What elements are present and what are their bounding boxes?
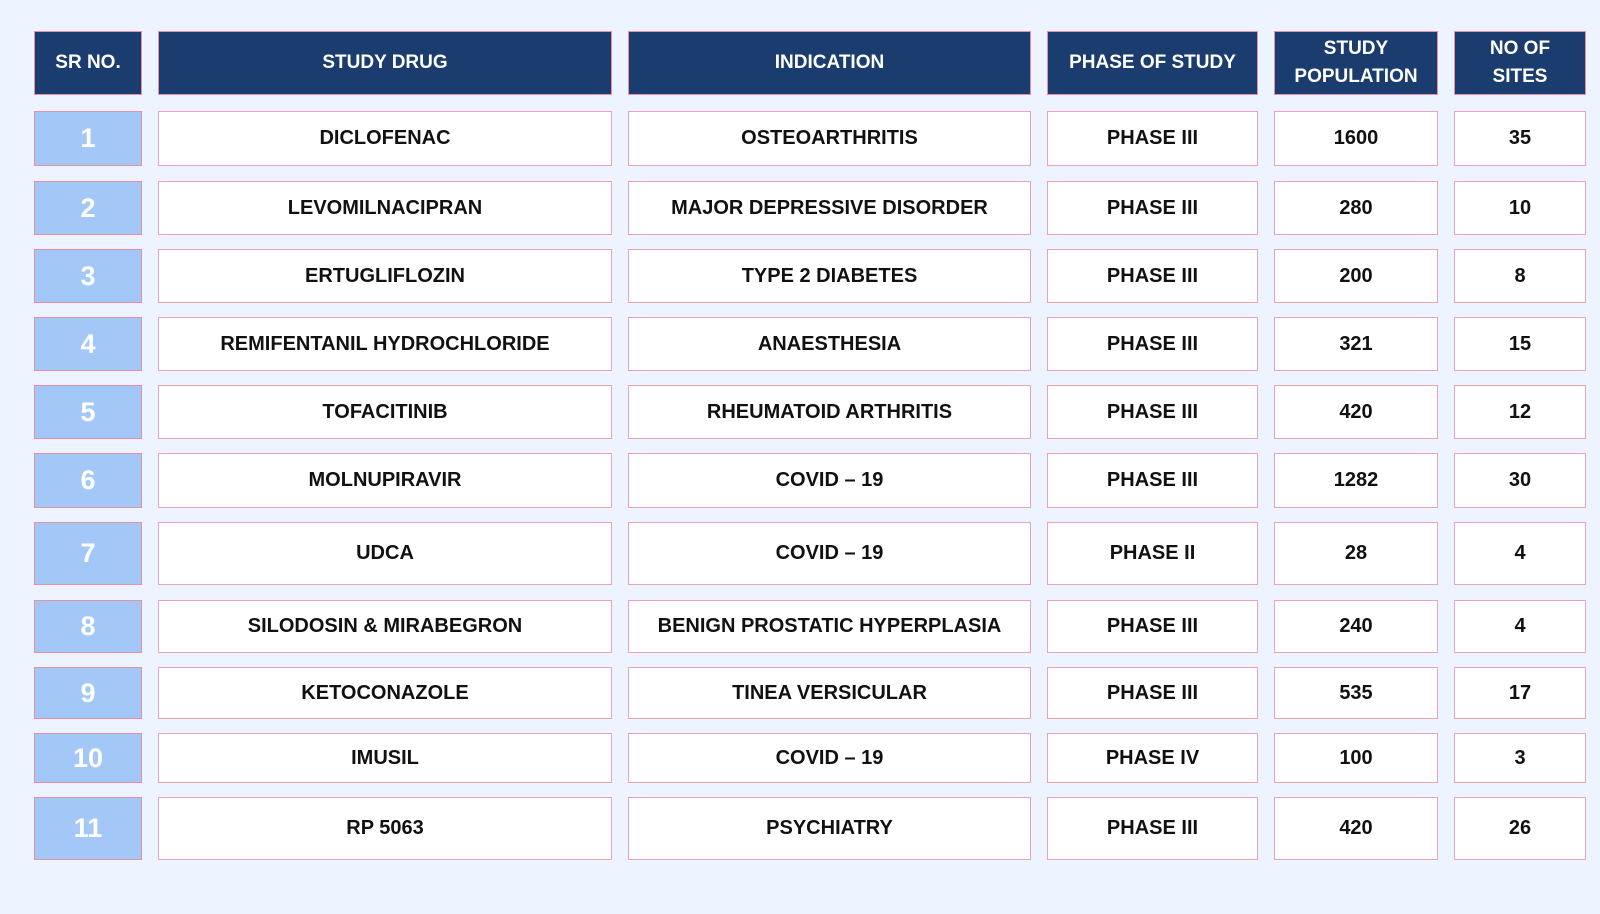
sr-no-cell: 5 xyxy=(34,385,142,439)
no-of-sites-cell: 26 xyxy=(1454,797,1586,860)
no-of-sites-cell: 35 xyxy=(1454,111,1586,166)
header-sr-no: SR NO. xyxy=(34,31,142,95)
sr-no-cell: 2 xyxy=(34,181,142,235)
sr-no-cell: 3 xyxy=(34,249,142,303)
study-population-cell: 240 xyxy=(1274,600,1438,653)
no-of-sites-cell: 8 xyxy=(1454,249,1586,303)
header-indication: INDICATION xyxy=(628,31,1031,95)
study-drug-cell: IMUSIL xyxy=(158,733,612,783)
indication-cell: COVID – 19 xyxy=(628,522,1031,585)
indication-cell: BENIGN PROSTATIC HYPERPLASIA xyxy=(628,600,1031,653)
phase-cell: PHASE III xyxy=(1047,453,1258,508)
no-of-sites-cell: 15 xyxy=(1454,317,1586,371)
study-population-cell: 420 xyxy=(1274,797,1438,860)
phase-cell: PHASE IV xyxy=(1047,733,1258,783)
study-population-cell: 1600 xyxy=(1274,111,1438,166)
no-of-sites-cell: 12 xyxy=(1454,385,1586,439)
study-drug-cell: RP 5063 xyxy=(158,797,612,860)
sr-no-cell: 6 xyxy=(34,453,142,508)
study-drug-cell: LEVOMILNACIPRAN xyxy=(158,181,612,235)
phase-cell: PHASE III xyxy=(1047,600,1258,653)
study-drug-cell: MOLNUPIRAVIR xyxy=(158,453,612,508)
phase-cell: PHASE III xyxy=(1047,111,1258,166)
phase-cell: PHASE II xyxy=(1047,522,1258,585)
study-population-cell: 420 xyxy=(1274,385,1438,439)
study-drug-cell: UDCA xyxy=(158,522,612,585)
no-of-sites-cell: 4 xyxy=(1454,522,1586,585)
study-population-cell: 321 xyxy=(1274,317,1438,371)
sr-no-cell: 1 xyxy=(34,111,142,166)
study-population-cell: 28 xyxy=(1274,522,1438,585)
no-of-sites-cell: 10 xyxy=(1454,181,1586,235)
header-phase-of-study: PHASE OF STUDY xyxy=(1047,31,1258,95)
indication-cell: COVID – 19 xyxy=(628,453,1031,508)
phase-cell: PHASE III xyxy=(1047,181,1258,235)
phase-cell: PHASE III xyxy=(1047,249,1258,303)
sr-no-cell: 7 xyxy=(34,522,142,585)
study-drug-cell: TOFACITINIB xyxy=(158,385,612,439)
study-drug-cell: DICLOFENAC xyxy=(158,111,612,166)
no-of-sites-cell: 4 xyxy=(1454,600,1586,653)
study-population-cell: 280 xyxy=(1274,181,1438,235)
phase-cell: PHASE III xyxy=(1047,385,1258,439)
header-study-drug: STUDY DRUG xyxy=(158,31,612,95)
study-population-cell: 1282 xyxy=(1274,453,1438,508)
study-drug-cell: ERTUGLIFLOZIN xyxy=(158,249,612,303)
indication-cell: PSYCHIATRY xyxy=(628,797,1031,860)
phase-cell: PHASE III xyxy=(1047,667,1258,719)
clinical-studies-table xyxy=(34,31,1584,860)
sr-no-cell: 10 xyxy=(34,733,142,783)
header-no-of-sites: NO OF SITES xyxy=(1454,31,1586,95)
indication-cell: ANAESTHESIA xyxy=(628,317,1031,371)
study-population-cell: 100 xyxy=(1274,733,1438,783)
no-of-sites-cell: 3 xyxy=(1454,733,1586,783)
study-population-cell: 535 xyxy=(1274,667,1438,719)
sr-no-cell: 8 xyxy=(34,600,142,653)
indication-cell: TINEA VERSICULAR xyxy=(628,667,1031,719)
sr-no-cell: 11 xyxy=(34,797,142,860)
header-study-population: STUDY POPULATION xyxy=(1274,31,1438,95)
phase-cell: PHASE III xyxy=(1047,317,1258,371)
indication-cell: OSTEOARTHRITIS xyxy=(628,111,1031,166)
study-drug-cell: REMIFENTANIL HYDROCHLORIDE xyxy=(158,317,612,371)
phase-cell: PHASE III xyxy=(1047,797,1258,860)
no-of-sites-cell: 17 xyxy=(1454,667,1586,719)
sr-no-cell: 9 xyxy=(34,667,142,719)
indication-cell: COVID – 19 xyxy=(628,733,1031,783)
indication-cell: TYPE 2 DIABETES xyxy=(628,249,1031,303)
indication-cell: RHEUMATOID ARTHRITIS xyxy=(628,385,1031,439)
no-of-sites-cell: 30 xyxy=(1454,453,1586,508)
study-drug-cell: SILODOSIN & MIRABEGRON xyxy=(158,600,612,653)
study-drug-cell: KETOCONAZOLE xyxy=(158,667,612,719)
sr-no-cell: 4 xyxy=(34,317,142,371)
study-population-cell: 200 xyxy=(1274,249,1438,303)
indication-cell: MAJOR DEPRESSIVE DISORDER xyxy=(628,181,1031,235)
